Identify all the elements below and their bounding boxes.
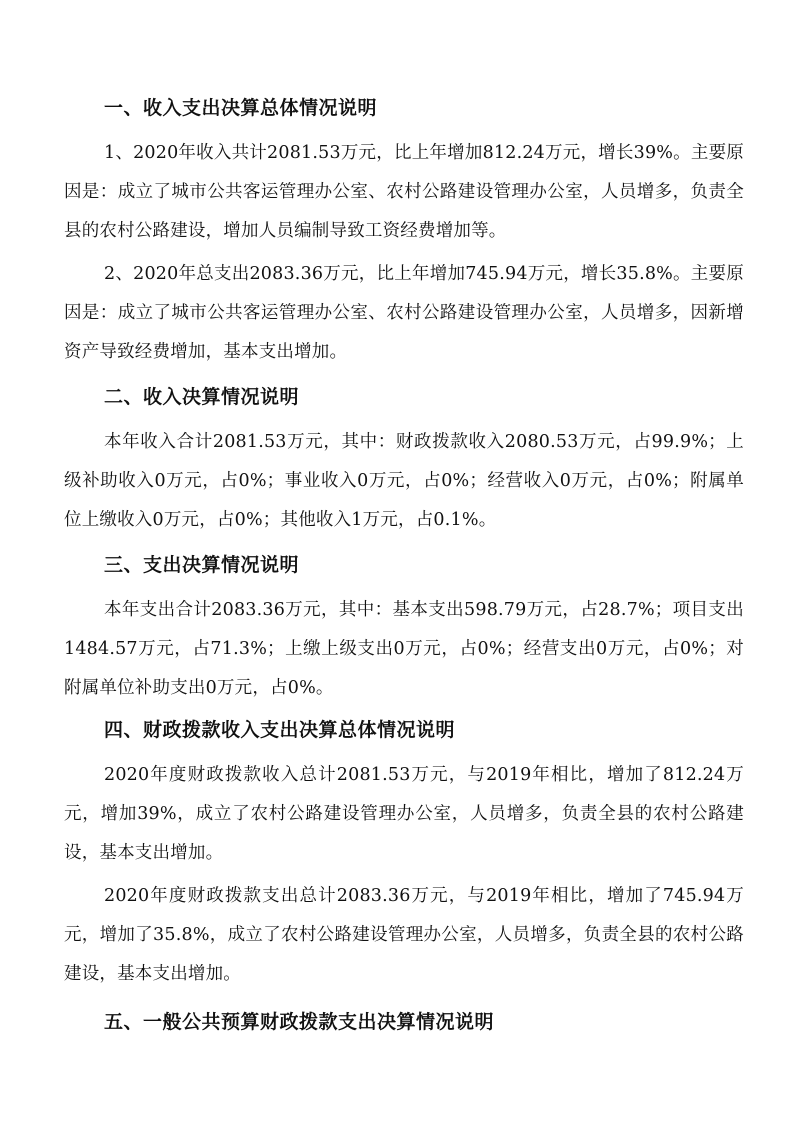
paragraph: 本年支出合计2083.36万元，其中：基本支出598.79万元，占28.7%；项目支出1484.57万元，占71.3%；上缴上级支出0万元，占0%；经营支出0万元，占0%；对附属单位补助支出0万元，占0%。 — [64, 600, 744, 698]
section-heading: 二、收入决算情况说明 — [104, 386, 300, 408]
section-heading: 三、支出决算情况说明 — [104, 554, 300, 576]
section-fiscal-appropriation — [64, 718, 744, 994]
paragraph: 1、2020年收入共计2081.53万元，比上年增加812.24万元，增长39%。主要原因是：成立了城市公共客运管理办公室、农村公路建设管理办公室，人员增多，负责全县的农村公路建设，增加人员编制导致工资经费增加等。 — [64, 143, 744, 241]
section-expenditure — [64, 553, 744, 708]
section-general-budget — [64, 1010, 744, 1034]
section-overall — [64, 96, 744, 372]
paragraph: 2、2020年总支出2083.36万元，比上年增加745.94万元，增长35.8%。主要原因是：成立了城市公共客运管理办公室、农村公路建设管理办公室，人员增多，因新增资产导致经费增加，基本支出增加。 — [64, 264, 744, 362]
section-heading: 四、财政拨款收入支出决算总体情况说明 — [104, 719, 456, 741]
paragraph: 2020年度财政拨款收入总计2081.53万元，与2019年相比，增加了812.24万元，增加39%，成立了农村公路建设管理办公室，人员增多，负责全县的农村公路建设，基本支出增加。 — [64, 765, 744, 863]
section-income — [64, 385, 744, 540]
paragraph: 2020年度财政拨款支出总计2083.36万元，与2019年相比，增加了745.94万元，增加了35.8%，成立了农村公路建设管理办公室，人员增多，负责全县的农村公路建设，基本支出增加。 — [64, 886, 744, 984]
section-heading: 五、一般公共预算财政拨款支出决算情况说明 — [104, 1011, 495, 1033]
section-heading: 一、收入支出决算总体情况说明 — [104, 97, 378, 119]
paragraph: 本年收入合计2081.53万元，其中：财政拨款收入2080.53万元，占99.9%；上级补助收入0万元，占0%；事业收入0万元，占0%；经营收入0万元，占0%；附属单位上缴收入0万元，占0%；其他收入1万元，占0.1%。 — [64, 432, 744, 530]
